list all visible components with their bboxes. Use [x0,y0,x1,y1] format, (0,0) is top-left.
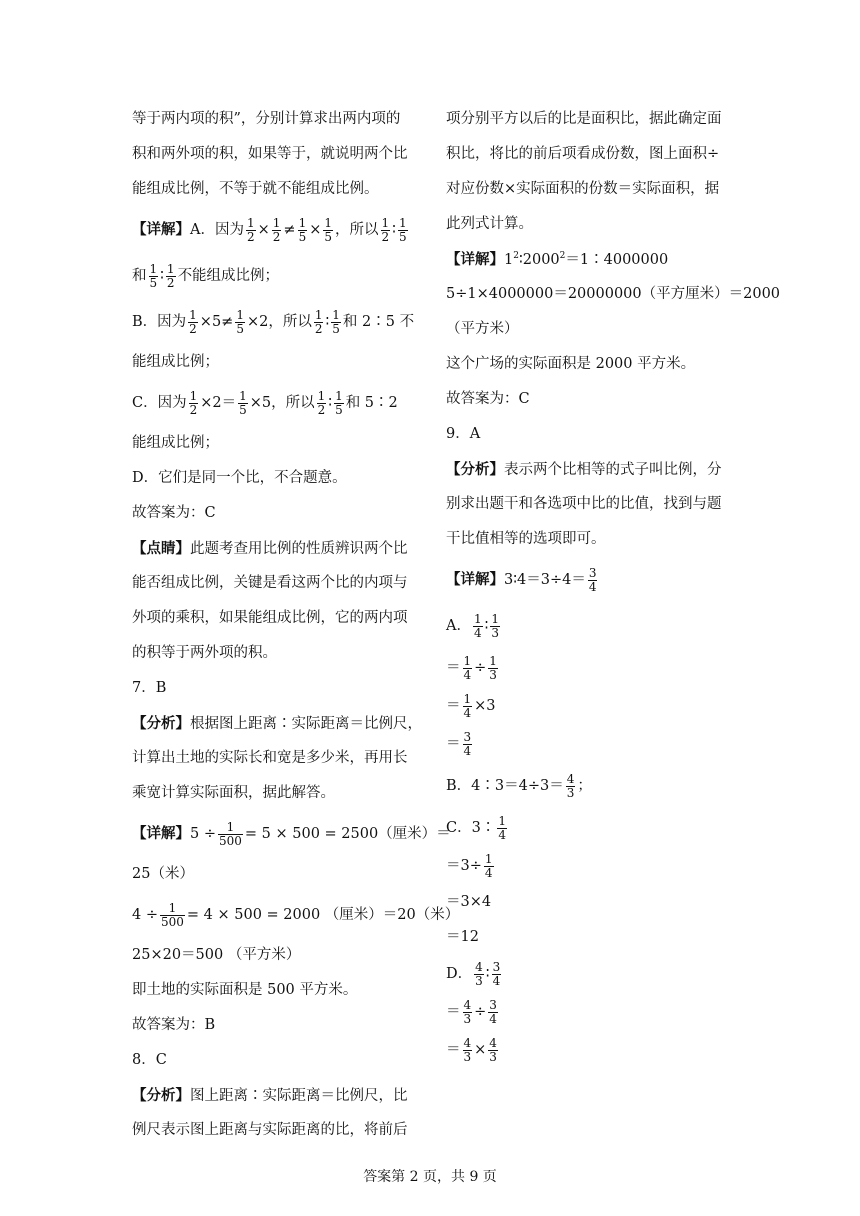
option-c-line [446,809,742,847]
text: = 4 × 500 = 2000 （厘米）＝20（米） [186,907,460,923]
op: ＝ [446,1004,461,1020]
op: × [474,1042,487,1058]
fraction: $\frac{1}{4}$ [463,691,472,720]
text-line: 能组成比例； [132,354,219,370]
text-line [446,1031,742,1069]
text-line: 25×20＝500 （平方米） [132,947,301,963]
op: ＝ [446,736,461,752]
fraction: $\frac{1}{2}$ [272,215,281,244]
text-line: 项分别平方以后的比是面积比，据此确定面 [446,111,722,127]
text: 图上距离∶实际距离＝比例尺，比 [190,1088,408,1104]
comment-tag: 【点睛】 [132,540,190,557]
option-b-line [446,763,742,809]
text: C．3∶ [446,820,496,836]
text: ×3 [474,698,496,714]
superscript: 2 [559,251,566,262]
text-line: 等于两内项的积”，分别计算求出两内项的 [132,111,401,127]
text: 5 ÷ [190,826,216,842]
fraction: $\frac{4}{3}$ [463,997,472,1026]
op: ∶ [160,268,164,284]
text: 根据图上距离∶实际距离＝比例尺， [190,716,422,732]
text-line: ＝3×4 [446,894,492,910]
fraction: $\frac{1}{2}$ [189,388,198,417]
text-line: 别求出题干和各选项中比的比值，找到与题 [446,496,722,512]
text: B．4∶3＝4÷3＝ [446,778,564,794]
text-line: 对应份数×实际面积的份数＝实际面积，据 [446,181,720,197]
fraction: $\frac{3}{4}$ [492,959,501,988]
op: ≠ [283,222,296,238]
text-line: 能组成比例，不等于就不能组成比例。 [132,181,379,197]
detail-tag: 【详解】 [132,825,190,842]
left-column [132,102,460,1148]
fraction: $\frac{1}{3}$ [491,611,500,640]
text-line [446,687,742,725]
text: B．因为 [132,314,187,330]
text-line [132,1078,428,1113]
text-line [446,847,742,885]
text: ＝1∶4000000 [565,252,669,268]
text: 4 ÷ [132,907,158,923]
text: A． [446,618,471,634]
option-d-line [446,955,742,993]
fraction: $\frac{4}{3}$ [566,771,575,800]
fraction: $\frac{4}{3}$ [463,1035,472,1064]
text-line: 能组成比例； [132,435,219,451]
superscript: 2 [513,251,519,262]
op: × [309,222,322,238]
fraction: $\frac{1}{5}$ [398,215,407,244]
detail-tag: 【详解】 [132,221,190,238]
op: ≠ [221,314,234,330]
text: A．因为 [190,222,244,238]
text-line: 即土地的实际面积是 500 平方米。 [132,982,358,998]
analysis-tag: 【分析】 [132,1087,190,1104]
text: ； [577,778,592,794]
fraction: $\frac{1}{4}$ [463,653,472,682]
analysis-tag: 【分析】 [446,461,504,478]
text-line: （平方米） [446,321,519,337]
text: D． [446,966,473,982]
fraction: $\frac{4}{3}$ [489,1035,497,1064]
fraction: $\frac{1}{5}$ [239,388,247,417]
text-line [446,242,742,277]
fraction: $\frac{3}{4}$ [588,565,597,594]
text-line: 外项的乘积，如果能组成比例，它的两内项 [132,610,408,626]
text-line [132,531,428,566]
fraction: $\frac{1}{500}$ [160,900,184,929]
fraction: $\frac{4}{3}$ [475,959,483,988]
fraction: $\frac{1}{4}$ [484,851,493,880]
fraction: $\frac{1}{5}$ [149,261,158,290]
text-line: 例尺表示图上距离与实际距离的比，将前后 [132,1122,408,1138]
text-line: 能否组成比例，关键是看这两个比的内项与 [132,575,408,591]
text-line [446,725,742,763]
answer-line: 故答案为：C [446,391,530,407]
op: ＝ [446,660,461,676]
fraction: $\frac{1}{4}$ [498,813,506,842]
fraction: $\frac{1}{5}$ [324,215,333,244]
page-footer: 答案第 2 页，共 9 页 [363,1169,497,1185]
op: × [257,222,270,238]
detail-tag: 【详解】 [446,571,504,588]
text-line: 积比，将比的前后项看成份数，图上面积÷ [446,146,720,162]
text-line [446,649,742,687]
fraction: $\frac{1}{2}$ [246,215,255,244]
text: C．因为 [132,395,187,411]
op: ∶ [485,966,490,982]
right-column [446,102,781,1069]
text-line [446,452,742,487]
op: ∶ [328,395,333,411]
text-line: 干比值相等的选项即可。 [446,531,606,547]
text: = 5 × 500 = 2500（厘米）＝ [244,826,451,842]
text-line: B．因为 $\frac{1}{2}$ ×5≠ $\frac{1}{5}$ ×2，所以 $\frac{1}{2}$ ∶ $\frac{1}{5}$ 和 2∶5 不 [132,307,415,336]
text-line [132,892,460,938]
text-line [132,253,428,299]
fraction: $\frac{3}{4}$ [463,729,472,758]
fraction: $\frac{1}{5}$ [236,307,244,336]
text-line: 25（米） [132,866,194,882]
text-line: 积和两外项的积，如果等于，就说明两个比 [132,146,408,162]
text-line: 计算出土地的实际长和宽是多少米，再用长 [132,750,408,766]
op: ∶ [392,222,396,238]
text: 3∶4＝3÷4＝ [504,572,586,588]
text: 表示两个比相等的式子叫比例，分 [504,462,722,478]
text-line: 这个广场的实际面积是 2000 平方米。 [446,356,696,372]
op: ÷ [474,1004,487,1020]
op: ÷ [474,660,487,676]
text-line [446,993,742,1031]
text: ，所以 [271,395,315,411]
text-line: ＝12 [446,929,479,945]
text: 1 [504,252,514,268]
fraction: $\frac{1}{2}$ [381,215,390,244]
fraction: $\frac{1}{2}$ [189,307,197,336]
fraction: $\frac{1}{500}$ [218,819,242,848]
text: ＝3÷ [446,858,482,874]
text-line: 乘宽计算实际面积，据此解答。 [132,785,335,801]
op: ∶ [484,618,489,634]
op: ∶ [325,314,330,330]
answer-line: 故答案为：C [132,505,216,521]
text-line [132,811,451,857]
text: 和 5∶2 [345,395,398,411]
text: 和 [132,268,147,284]
op: ＝ [446,1042,461,1058]
fraction: $\frac{1}{2}$ [166,261,175,290]
fraction: $\frac{1}{5}$ [298,215,307,244]
text-line [446,557,742,603]
answer-line: 故答案为：B [132,1017,216,1033]
text-line [132,706,428,741]
fraction: $\frac{1}{2}$ [317,388,326,417]
question-number: 7．B [132,680,167,696]
fraction: $\frac{1}{3}$ [489,653,497,682]
question-number: 9．A [446,426,481,442]
fraction: $\frac{1}{2}$ [314,307,323,336]
analysis-tag: 【分析】 [132,715,190,732]
fraction: $\frac{1}{5}$ [332,307,340,336]
text: 和 2∶5 不 [342,314,415,330]
detail-tag: 【详解】 [446,251,504,268]
fraction: $\frac{3}{4}$ [489,997,497,1026]
fraction: $\frac{1}{4}$ [473,611,482,640]
text: 此题考查用比例的性质辨识两个比 [190,541,408,557]
text-line: C．因为 $\frac{1}{2}$ ×2＝ $\frac{1}{5}$ ×5，所以 $\frac{1}{2}$ ∶ $\frac{1}{5}$ 和 5∶2 [132,388,398,417]
op: ＝ [446,698,461,714]
text: ，所以 [268,314,312,330]
text-line: 5÷1×4000000＝20000000（平方厘米）＝2000 [446,286,781,302]
text: ，所以 [335,222,379,238]
text-line: 此列式计算。 [446,216,533,232]
fraction: $\frac{1}{5}$ [335,388,343,417]
question-number: 8．C [132,1052,167,1068]
option-a-line [446,603,742,649]
detail-a-line [132,207,428,253]
text-line: D．它们是同一个比，不合题意。 [132,470,347,486]
text: ∶2000 [518,252,560,268]
text: 不能组成比例； [177,268,280,284]
text-line: 的积等于两外项的积。 [132,645,277,661]
